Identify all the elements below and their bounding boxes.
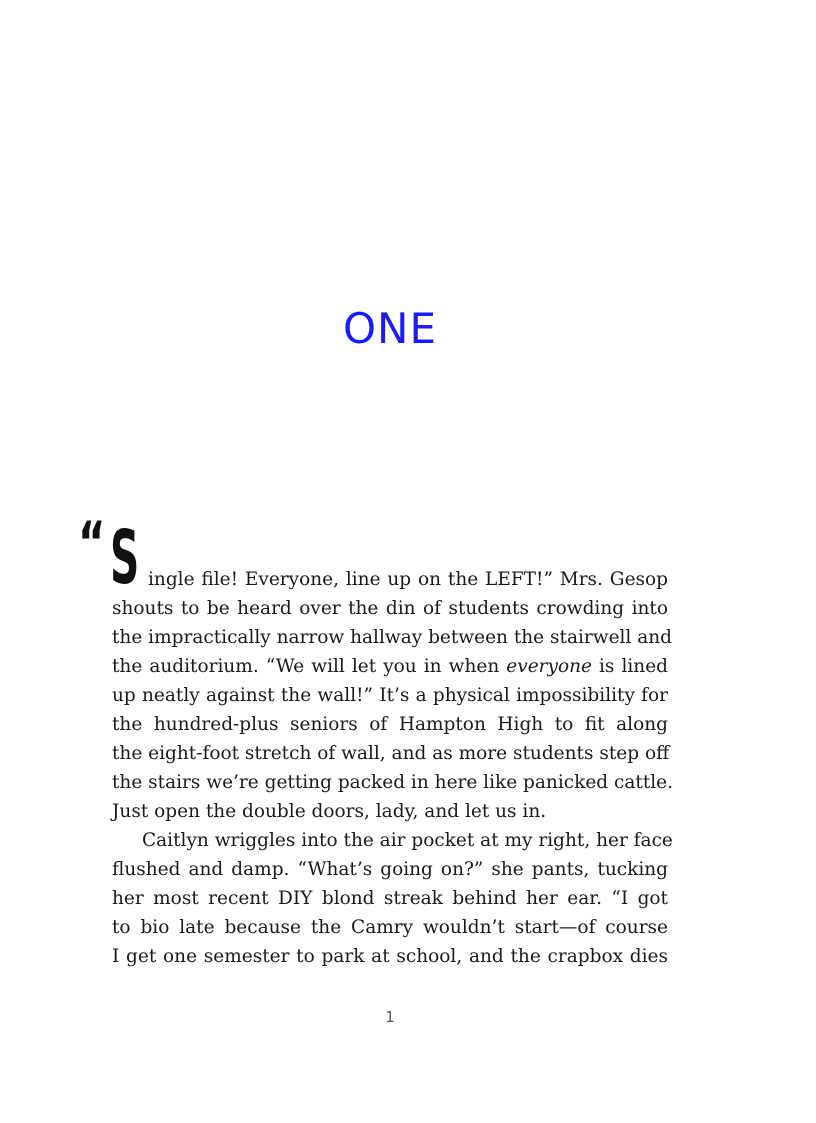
body-line: the stairs we’re getting packed in here like panicked cattle. bbox=[112, 772, 674, 793]
body-line: her most recent DIY blond streak behind her ear. “I got bbox=[112, 888, 668, 909]
page-number: 1 bbox=[385, 1008, 395, 1026]
body-line-text: the auditorium. “We will let you in when bbox=[112, 656, 507, 677]
drop-cap: S bbox=[110, 515, 140, 601]
body-line: flushed and damp. “What’s going on?” she pants, tucking bbox=[112, 859, 668, 880]
body-line: the eight-foot stretch of wall, and as more students step off bbox=[112, 743, 670, 764]
body-line: Just open the double doors, lady, and let us in. bbox=[112, 801, 547, 822]
body-line: the impractically narrow hallway between the stairwell and bbox=[112, 627, 673, 648]
body-line bbox=[112, 652, 668, 681]
emphasized-word: everyone bbox=[506, 656, 592, 677]
body-line: Caitlyn wriggles into the air pocket at my right, her face bbox=[142, 830, 673, 851]
body-line: up neatly against the wall!” It’s a physical impossibility for bbox=[112, 685, 668, 706]
opening-quote-mark: “ bbox=[78, 509, 106, 577]
body-line-text: is lined bbox=[591, 656, 668, 677]
body-line: to bio late because the Camry wouldn’t start—of course bbox=[112, 917, 668, 938]
body-line: I get one semester to park at school, and the crapbox dies bbox=[112, 946, 668, 967]
body-line: ingle file! Everyone, line up on the LEFT!” Mrs. Gesop bbox=[148, 569, 668, 590]
chapter-title: ONE bbox=[342, 304, 437, 353]
body-line: the hundred-plus seniors of Hampton High to fit along bbox=[112, 714, 668, 735]
body-line: shouts to be heard over the din of students crowding into bbox=[112, 598, 668, 619]
